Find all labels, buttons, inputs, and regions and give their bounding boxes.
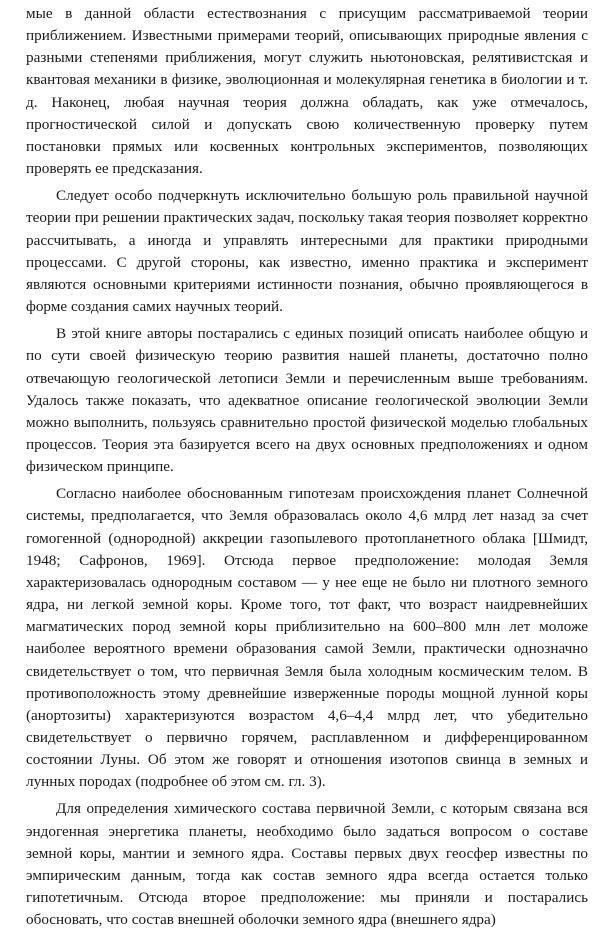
paragraph-1: мые в данной области естествознания с присущим рассматриваемой теории приближением. Известными примерами теорий, описывающих природные явления с разными степенями приближения, могут служить ньютоновская, релятивистская и квантовая механики в физике, эволюционная и молекулярная генетика в биологии и т. д. Наконец, любая научная теория должна обладать, как уже отмечалось, прогностической силой и допускать свою количественную проверку путем постановки прямых или косвенных контрольных экспериментов, позволяющих проверять ее предсказания. <box>26 5 588 178</box>
paragraph-2: Следует особо подчеркнуть исключительно большую роль правильной научной теории при решении практических задач, поскольку такая теория позволяет корректно рассчитывать, а иногда и управлять интересными для практики природными процессами. С другой стороны, как известно, именно практика и эксперимент являются основными критериями истинности познания, обычно проявляющегося в форме создания самих научных теорий. <box>26 187 588 316</box>
paragraph-5: Для определения химического состава первичной Земли, с которым связана вся эндогенная энергетика планеты, необходимо было задаться вопросом о составе земной коры, мантии и земного ядра. Составы первых двух геосфер известны по эмпирическим данным, тогда как состав земного ядра всегда остается только гипотетичным. Отсюда второе предположение: мы приняли и постарались обосновать, что состав внешней оболочки земного ядра (внешнего ядра) <box>26 800 588 929</box>
paragraph-3: В этой книге авторы постарались с единых позиций описать наиболее общую и по сути своей физическую теорию развития нашей планеты, достаточно полно отвечающую геологической летописи Земли и перечисленным выше требованиям. Удалось также показать, что адекватное описание геологической эволюции Земли можно выполнить, пользуясь сравнительно простой физической моделью глобальных процессов. Теория эта базируется всего на двух основных предположениях и одном физическом принципе. <box>26 325 588 476</box>
paragraph-4: Согласно наиболее обоснованным гипотезам происхождения планет Солнечной системы, предполагается, что Земля образовалась около 4,6 млрд лет назад за счет гомогенной (однородной) аккреции газопылевого протопланетного облака [Шмидт, 1948; Сафронов, 1969]. Отсюда первое предположение: молодая Земля характеризовалась однородным составом — у нее еще не было ни плотного земного ядра, ни легкой земной коры. Кроме того, тот факт, что возраст наидревнейших магматических пород земной коры приблизительно на 600–800 млн лет моложе наиболее вероятного времени образования самой Земли, практически однозначно свидетельствует о том, что первичная Земля была холодным космическим телом. В противоположность этому древнейшие изверженные породы мощной лунной коры (анортозиты) характеризуются возрастом 4,6–4,4 млрд лет, что убедительно свидетельствует о первично горячем, расплавленном и дифференцированном состоянии Луны. Об этом же говорят и отношения изотопов свинца в земных и лунных породах (подробнее об этом см. гл. 3). <box>26 485 588 791</box>
